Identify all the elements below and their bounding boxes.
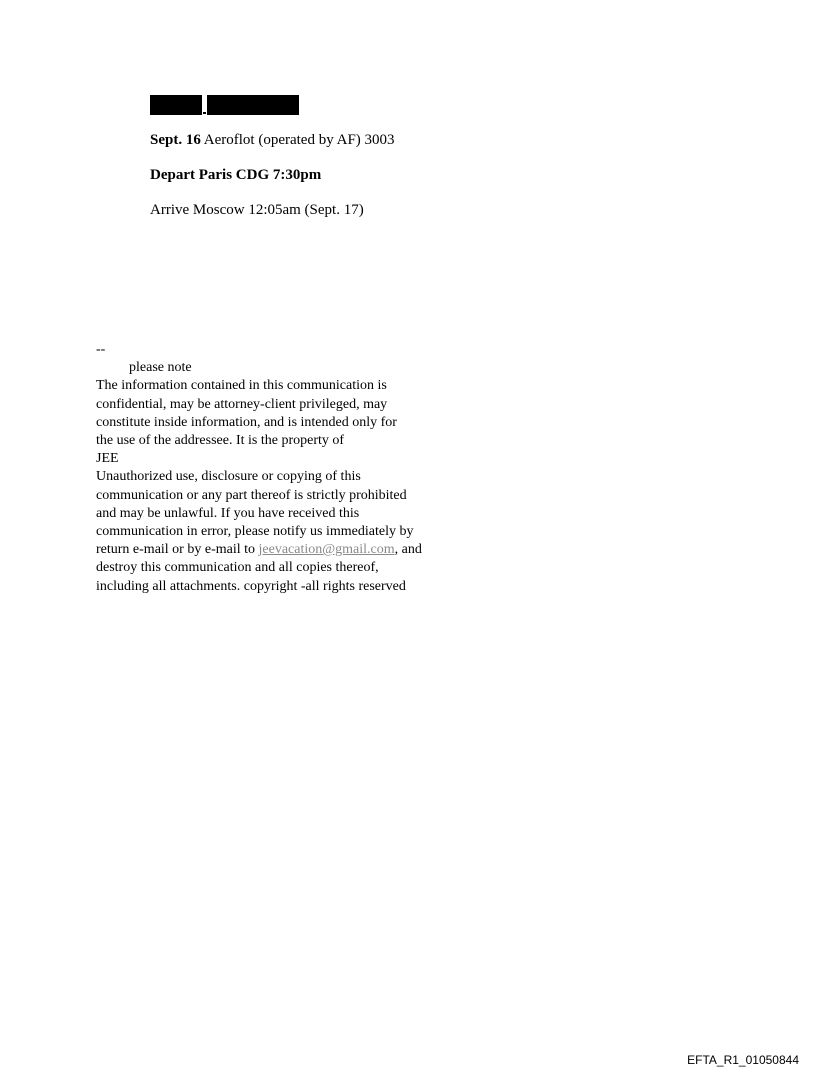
email-line-suffix: , and [394,542,422,558]
please-note: please note [129,360,192,376]
flight-date-line [150,131,395,149]
disclaimer-line: communication or any part thereof is strictly prohibited [96,487,407,503]
redaction-block-2 [207,95,299,115]
email-signature [96,341,476,596]
disclaimer-line: constitute inside information, and is intended only for [96,414,397,430]
disclaimer-line: confidential, may be attorney-client privileged, may [96,396,388,412]
disclaimer-line: JEE [96,451,119,467]
disclaimer-line: including all attachments. copyright -all rights reserved [96,578,406,594]
flight-carrier: Aeroflot (operated by AF) 3003 [200,132,395,148]
disclaimer-email-line [96,541,476,559]
disclaimer-line: The information contained in this communication is [96,378,387,394]
disclaimer-line: the use of the addressee. It is the property of [96,433,345,449]
email-line-prefix: return e-mail or by e-mail to [96,542,259,558]
flight-date: Sept. 16 [150,132,201,148]
disclaimer-line: destroy this communication and all copies thereof, [96,560,379,576]
signature-separator: -- [96,342,106,357]
redaction-mark [203,112,206,114]
disclaimer-line: communication in error, please notify us immediately by [96,524,414,540]
arrival-line: Arrive Moscow 12:05am (Sept. 17) [150,202,364,218]
email-link[interactable]: jeevacation@gmail.com [258,542,395,558]
disclaimer-line: and may be unlawful. If you have received this [96,505,360,521]
departure-line: Depart Paris CDG 7:30pm [150,167,322,183]
redaction-block-1 [150,95,202,115]
disclaimer-line: Unauthorized use, disclosure or copying of this [96,469,361,485]
document-id: EFTA_R1_01050844 [687,1053,799,1067]
